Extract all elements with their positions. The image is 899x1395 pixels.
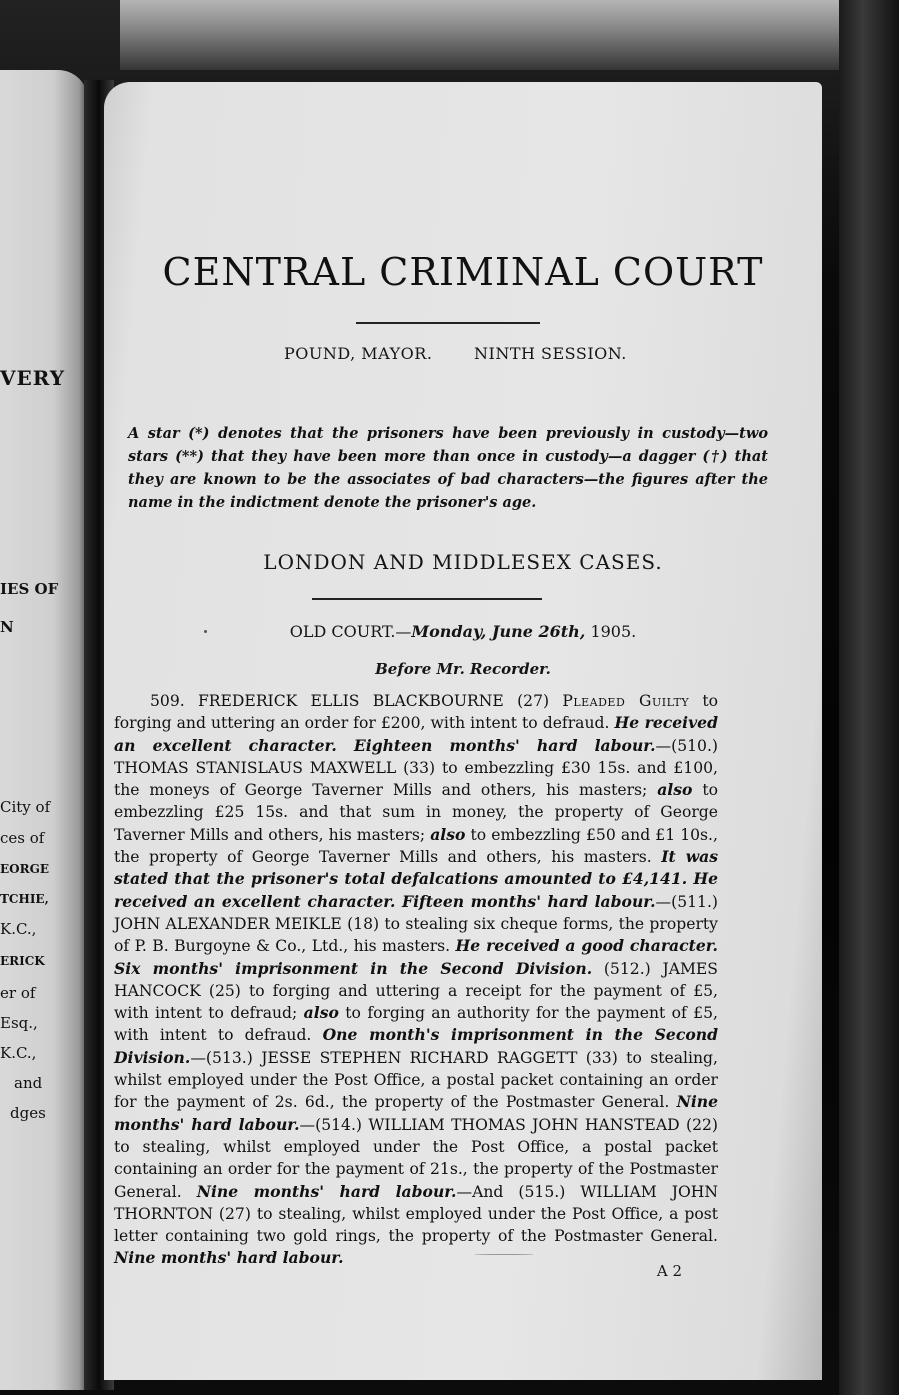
- section-title: LONDON AND MIDDLESEX CASES.: [263, 550, 663, 574]
- left-fragment: K.C.,: [0, 920, 37, 938]
- defendant-age: (22): [685, 1115, 718, 1134]
- case-number: 509.: [150, 692, 185, 710]
- left-fragment: EORGE: [0, 862, 49, 876]
- case-proceedings: [114, 690, 718, 1270]
- defendant-age: (27): [517, 692, 550, 710]
- page-title: CENTRAL CRIMINAL COURT: [162, 250, 764, 294]
- court-year: 1905.: [590, 622, 637, 641]
- notice-paragraph: A star (*) denotes that the prisoners have been previously in custody—two stars (**) that they have been more than once in custody—a dagger (†) that they are known to be the associates of bad characters—the figures after the name in the indictment denote the prisoner's age.: [128, 425, 768, 511]
- charge: to stealing, whilst employed under the Post Office, a postal packet containing an order for the payment of 2s. 6d., the property of the Postmaster General.: [114, 1048, 718, 1112]
- left-fragment: dges: [10, 1104, 46, 1122]
- charge: to stealing, whilst employed under the Post Office, a postal packet containing an order for the payment of 21s., the property of the Postmaster General.: [114, 1137, 718, 1201]
- book-edge: [839, 0, 899, 1395]
- page-folio: A 2: [656, 1262, 682, 1280]
- charge: to forging an authority for the payment of £5, with intent to defraud.: [114, 1004, 718, 1045]
- case-number: —(514.): [299, 1115, 362, 1134]
- defendant-name: FREDERICK ELLIS BLACKBOURNE: [197, 692, 504, 710]
- charge: to embezzling £25 15s. and that sum in money, the property of George Taverner Mills and others, his masters;: [114, 781, 718, 844]
- also-word: also: [657, 780, 693, 800]
- proceedings-paragraph: [114, 690, 718, 1270]
- left-fragment: TCHIE,: [0, 892, 49, 906]
- defendant-age: (33): [585, 1048, 618, 1067]
- court-date-line: [104, 622, 822, 641]
- charge: to forging and uttering an order for £200, with intent to defraud.: [114, 692, 718, 733]
- scan-speck: [474, 1254, 534, 1255]
- charge: to embezzling £50 and £1 10s., the property of George Taverner Mills and others, his masters.: [114, 825, 718, 867]
- sentence: Nine months' hard labour.: [196, 1181, 457, 1201]
- left-fragment: N: [0, 618, 14, 636]
- case-number: (512.): [603, 959, 651, 978]
- background-glow: [120, 0, 840, 70]
- defendant-name: WILLIAM THOMAS JOHN HANSTEAD: [368, 1115, 680, 1134]
- left-fragment: ERICK: [0, 954, 45, 968]
- left-fragment: K.C.,: [0, 1044, 37, 1062]
- defendant-name: THOMAS STANISLAUS MAXWELL: [114, 758, 397, 777]
- left-facing-page: [0, 70, 88, 1390]
- sentence: One month's imprisonment in the Second Division.: [114, 1025, 718, 1067]
- mayor-label: POUND, MAYOR.: [284, 344, 433, 363]
- defendant-age: (25): [208, 981, 241, 1000]
- case-number: —And (515.): [456, 1182, 566, 1201]
- session-label: NINTH SESSION.: [474, 344, 627, 363]
- plea: Pleaded Guilty: [562, 692, 690, 710]
- left-fragment: Esq.,: [0, 1014, 38, 1032]
- defendant-name: WILLIAM JOHN THORNTON: [114, 1182, 719, 1223]
- sentence: He received an excellent character. Eighteen months' hard labour.: [114, 713, 718, 755]
- left-fragment: City of: [0, 798, 51, 816]
- defendant-name: JOHN ALEXANDER MEIKLE: [114, 914, 342, 933]
- defendant-name: JAMES HANCOCK: [114, 959, 718, 1000]
- case-number: —(511.): [655, 892, 718, 911]
- sentence: Nine months' hard labour.: [114, 1092, 718, 1134]
- left-fragment: ces of: [0, 829, 45, 847]
- also-word: also: [303, 1003, 339, 1023]
- charge: to forging and uttering a receipt for the payment of £5, with intent to defraud;: [114, 981, 719, 1023]
- sentence: He received a good character. Six months' imprisonment in the Second Division.: [114, 936, 718, 978]
- defendant-age: (27): [218, 1204, 251, 1223]
- court-date: Monday, June 26th,: [411, 622, 586, 641]
- left-fragment: er of: [0, 984, 36, 1002]
- scan-speck: [204, 630, 207, 633]
- section-rule: [312, 598, 542, 600]
- sentence: It was stated that the prisoner's total defalcations amounted to £4,141. He received an excellent character. Fifteen months' hard labour.: [114, 847, 719, 911]
- left-fragment: and: [14, 1074, 43, 1092]
- defendant-age: (18): [347, 914, 380, 933]
- sentence: Nine months' hard labour.: [114, 1248, 344, 1268]
- charge: to embezzling £30 15s. and £100, the moneys of George Taverner Mills and others, his masters;: [114, 758, 718, 800]
- court-name: OLD COURT.—: [289, 622, 412, 641]
- case-number: —(513.): [190, 1048, 253, 1067]
- also-word: also: [430, 824, 466, 844]
- document-page: [104, 82, 822, 1380]
- charge: to stealing six cheque forms, the property of P. B. Burgoyne & Co., Ltd., his masters.: [114, 914, 718, 956]
- before-line: Before Mr. Recorder.: [375, 660, 551, 678]
- defendant-age: (33): [403, 758, 436, 777]
- left-fragment: VERY: [0, 366, 66, 390]
- title-rule: [356, 322, 540, 324]
- case-number: —(510.): [655, 736, 718, 755]
- left-fragment: IES OF: [0, 580, 59, 598]
- charge: to stealing, whilst employed under the Post Office, a post letter containing two gold rings, the property of the Postmaster General.: [114, 1204, 718, 1246]
- defendant-name: JESSE STEPHEN RICHARD RAGGETT: [261, 1048, 578, 1067]
